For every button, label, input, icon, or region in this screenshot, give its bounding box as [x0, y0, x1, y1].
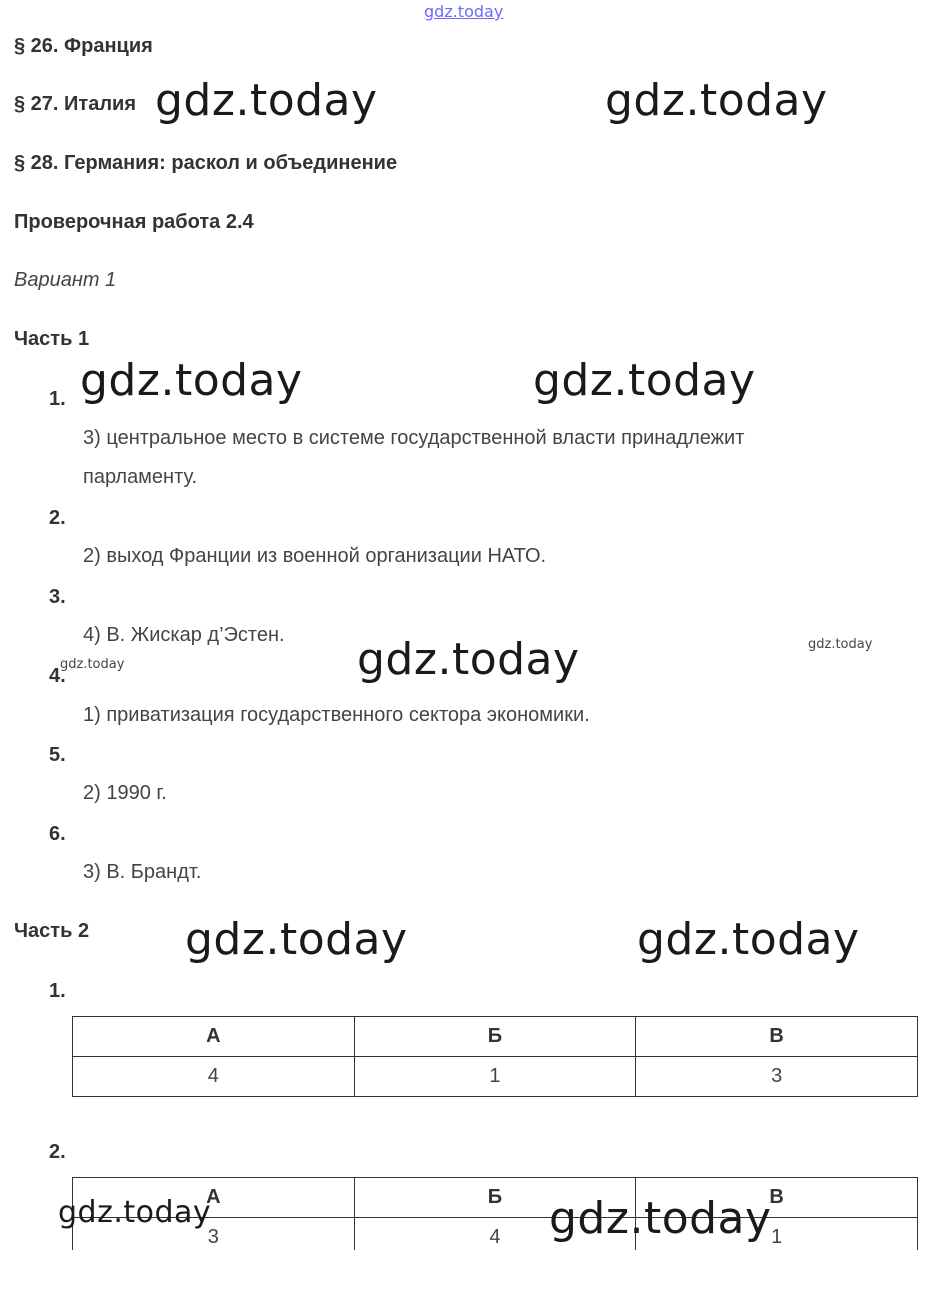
watermark-text: gdz.today — [185, 914, 408, 965]
watermark-small: gdz.today — [808, 637, 873, 652]
watermark-text: gdz.today — [58, 1195, 212, 1230]
table-header-cell: А — [73, 1178, 355, 1218]
table-header-row — [73, 1017, 918, 1057]
table-header-cell: Б — [354, 1178, 636, 1218]
answer-text: 3) В. Брандт. — [83, 861, 202, 883]
test-title: Проверочная работа 2.4 — [14, 211, 254, 233]
table-header-cell: Б — [354, 1017, 636, 1057]
answer-text: 2) выход Франции из военной организации НАТО. — [83, 545, 547, 567]
answer-text-continued: парламенту. — [83, 466, 198, 488]
table-header-cell: В — [636, 1178, 918, 1218]
question-number: 2. — [49, 1141, 66, 1163]
answer-table-1 — [72, 1016, 918, 1097]
watermark-text: gdz.today — [80, 355, 303, 406]
table-cell: 1 — [636, 1218, 918, 1251]
table-cell: 3 — [636, 1057, 918, 1097]
question-number: 1. — [49, 388, 66, 410]
answer-text: 4) В. Жискар д’Эстен. — [83, 624, 285, 646]
watermark-text: gdz.today — [549, 1193, 772, 1244]
table-cell: 4 — [354, 1218, 636, 1251]
table-header-cell: В — [636, 1017, 918, 1057]
section-28-title: § 28. Германия: раскол и объединение — [14, 152, 398, 174]
answer-text: 3) центральное место в системе государственной власти принадлежит — [83, 427, 745, 449]
table-header-cell: А — [73, 1017, 355, 1057]
answer-text: 2) 1990 г. — [83, 782, 167, 804]
watermark-text: gdz.today — [637, 914, 860, 965]
question-number: 2. — [49, 507, 66, 529]
question-number: 4. — [49, 665, 66, 687]
part1-title: Часть 1 — [14, 328, 90, 350]
watermark-text: gdz.today — [605, 75, 828, 126]
table-cell: 3 — [73, 1218, 355, 1251]
part2-title: Часть 2 — [14, 920, 90, 942]
table-cell: 4 — [73, 1057, 355, 1097]
watermark-top-link[interactable]: gdz.today — [424, 2, 504, 21]
answer-text: 1) приватизация государственного сектора экономики. — [83, 704, 590, 726]
question-number: 5. — [49, 744, 66, 766]
watermark-text: gdz.today — [533, 355, 756, 406]
watermark-text: gdz.today — [357, 634, 580, 685]
watermark-small: gdz.today — [60, 657, 125, 672]
watermark-text: gdz.today — [155, 75, 378, 126]
question-number: 6. — [49, 823, 66, 845]
table-row — [73, 1057, 918, 1097]
question-number: 1. — [49, 980, 66, 1002]
section-26-title: § 26. Франция — [14, 35, 153, 57]
question-number: 3. — [49, 586, 66, 608]
table-cell: 1 — [354, 1057, 636, 1097]
variant-label: Вариант 1 — [14, 269, 117, 291]
section-27-title: § 27. Италия — [14, 93, 137, 115]
